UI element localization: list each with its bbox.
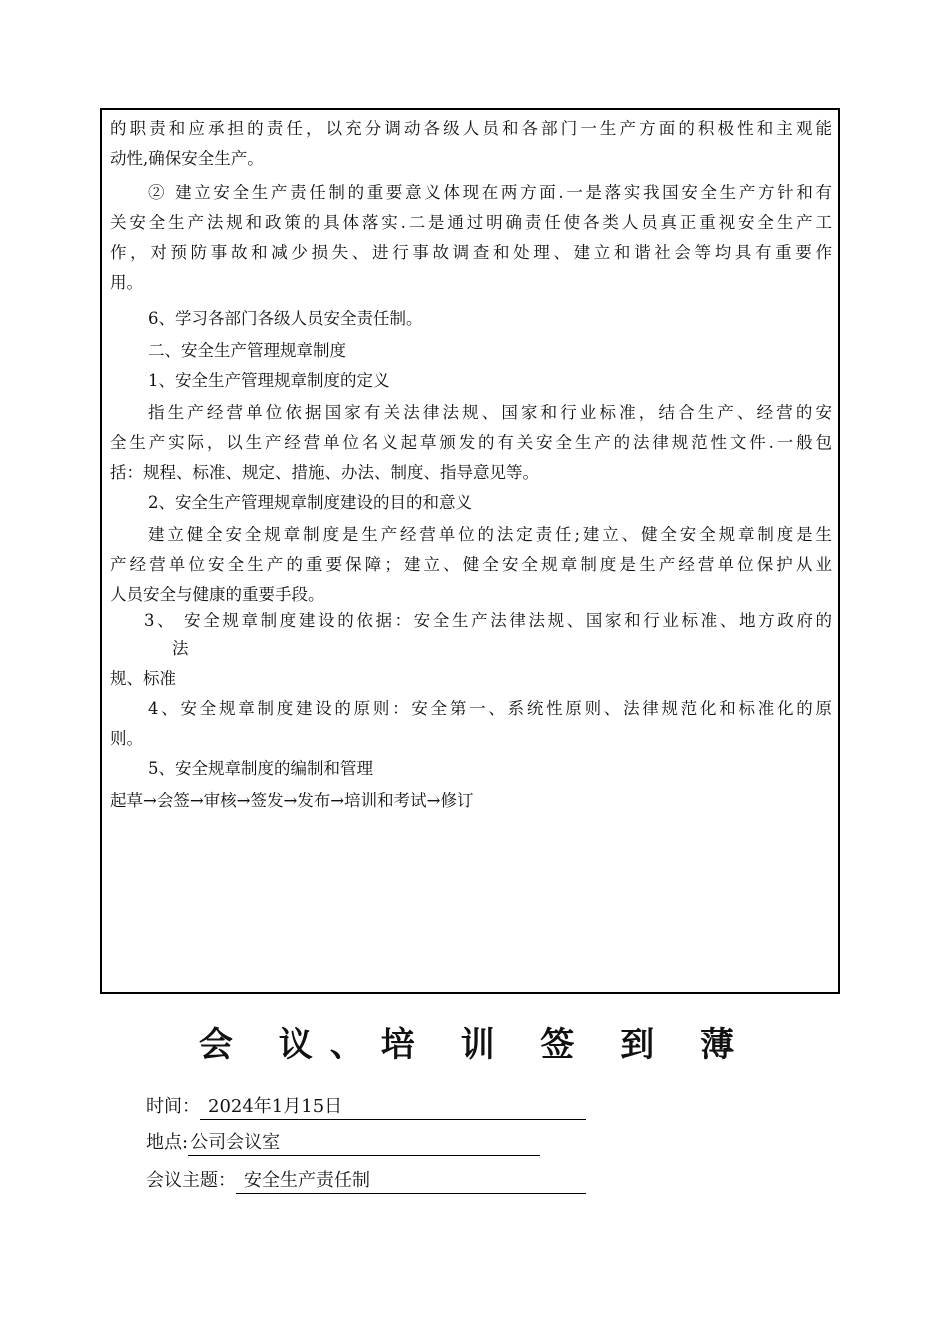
body-line: 6、学习各部门各级人员安全责任制。: [148, 309, 423, 328]
body-line: 的职责和应承担的责任，以充分调动各级人员和各部门一生产方面的积极性和主观能: [110, 119, 832, 138]
place-field: [146, 1128, 540, 1158]
time-value: 2024年1月15日: [200, 1095, 586, 1120]
body-line: 关安全生产法规和政策的具体落实.二是通过明确责任使各类人员真正重视安全生产工: [110, 213, 832, 232]
body-line: 动性,确保安全生产。: [110, 149, 264, 168]
topic-label: 会议主题：: [146, 1170, 236, 1191]
workflow-line: 起草→会签→审核→签发→发布→培训和考试→修订: [110, 791, 474, 810]
place-label: 地点:: [146, 1132, 189, 1153]
body-line: 人员安全与健康的重要手段。: [110, 585, 325, 604]
body-line: 规、标准: [110, 669, 176, 688]
body-line: 括：规程、标准、规定、措施、办法、制度、指导意见等。: [110, 463, 539, 482]
body-line: 作，对预防事故和减少损失、进行事故调查和处理、建立和谐社会等均具有重要作: [110, 243, 832, 262]
topic-field: [146, 1166, 586, 1196]
time-label: 时间：: [146, 1096, 200, 1117]
body-line: ② 建立安全生产责任制的重要意义体现在两方面.一是落实我国安全生产方针和有: [148, 183, 832, 202]
body-line: 法: [172, 639, 189, 658]
sign-in-sheet-title: 会 议、培 训 签 到 薄: [198, 1025, 752, 1065]
topic-value: 安全生产责任制: [236, 1169, 586, 1194]
body-line: 全生产实际，以生产经营单位名义起草颁发的有关安全生产的法律规范性文件.一般包: [110, 433, 832, 452]
body-line: 用。: [110, 273, 143, 292]
subsection-heading: 2、安全生产管理规章制度建设的目的和意义: [148, 493, 472, 512]
subsection-heading: 5、安全规章制度的编制和管理: [148, 759, 373, 778]
section-heading: 二、安全生产管理规章制度: [148, 341, 346, 360]
content-frame: [100, 108, 840, 994]
place-value: 公司会议室: [188, 1131, 540, 1156]
body-line: 建立健全安全规章制度是生产经营单位的法定责任;建立、健全安全规章制度是生: [148, 525, 832, 544]
body-line: 4、安全规章制度建设的原则：安全第一、系统性原则、法律规范化和标准化的原: [148, 699, 832, 718]
body-line: 产经营单位安全生产的重要保障；建立、健全安全规章制度是生产经营单位保护从业: [110, 555, 832, 574]
time-field: [146, 1092, 586, 1122]
body-line: 则。: [110, 729, 143, 748]
body-line: 指生产经营单位依据国家有关法律法规、国家和行业标准，结合生产、经营的安: [148, 403, 832, 422]
body-line: 3、 安全规章制度建设的依据：安全生产法律法规、国家和行业标准、地方政府的: [144, 611, 832, 630]
subsection-heading: 1、安全生产管理规章制度的定义: [148, 371, 390, 390]
